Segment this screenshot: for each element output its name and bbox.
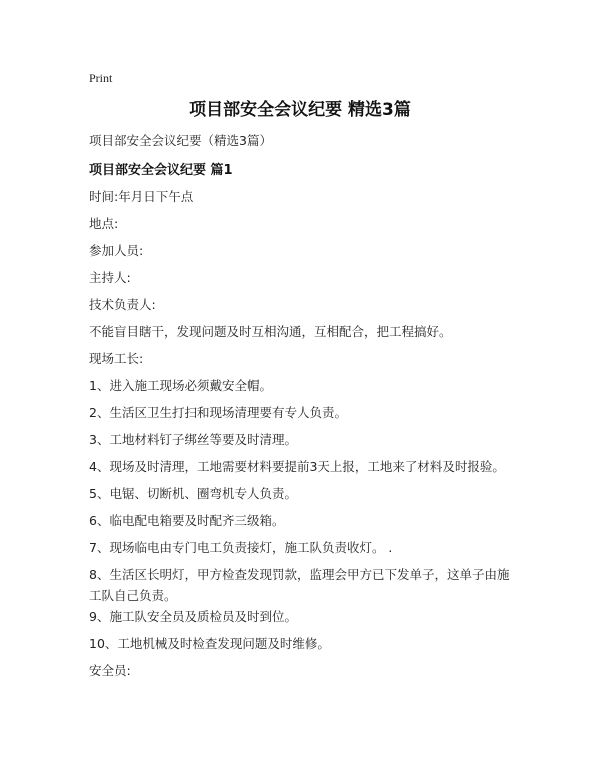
- safety-officer-line: 安全员:: [89, 663, 131, 678]
- list-item: 7、现场临电由专门电工负责接灯，施工队负责收灯。 .: [89, 540, 393, 555]
- site-foreman-line: 现场工长:: [89, 351, 144, 366]
- list-item: 1、进入施工现场必须戴安全帽。: [89, 378, 272, 393]
- meeting-time-line: 时间:年月日下午点: [89, 189, 194, 204]
- technical-lead-line: 技术负责人:: [89, 297, 156, 312]
- list-item: 8、生活区长明灯，甲方检查发现罚款，监理会甲方已下发单子，这单子由施工队自己负责。: [89, 567, 510, 603]
- list-item: 4、现场及时清理，工地需要材料要提前3天上报，工地来了材料及时报验。: [89, 459, 505, 474]
- list-item: 6、临电配电箱要及时配齐三级箱。: [89, 513, 285, 528]
- list-item: 3、工地材料钉子绑丝等要及时清理。: [89, 432, 297, 447]
- list-item: 9、施工队安全员及质检员及时到位。: [89, 609, 297, 624]
- print-label: Print: [89, 71, 113, 85]
- attendees-line: 参加人员:: [89, 243, 144, 258]
- list-item: 5、电锯、切断机、圈弯机专人负责。: [89, 486, 297, 501]
- document-subtitle: 项目部安全会议纪要（精选3篇）: [89, 133, 272, 148]
- technical-lead-remark: 不能盲目瞎干，发现问题及时互相沟通，互相配合，把工程搞好。: [89, 324, 452, 339]
- section-heading: 项目部安全会议纪要 篇1: [89, 163, 233, 178]
- document-title: 项目部安全会议纪要 精选3篇: [189, 100, 411, 120]
- host-line: 主持人:: [89, 270, 131, 285]
- list-item: 2、生活区卫生打扫和现场清理要有专人负责。: [89, 405, 347, 420]
- list-item: 10、工地机械及时检查发现问题及时维修。: [89, 636, 330, 651]
- meeting-location-line: 地点:: [89, 216, 119, 231]
